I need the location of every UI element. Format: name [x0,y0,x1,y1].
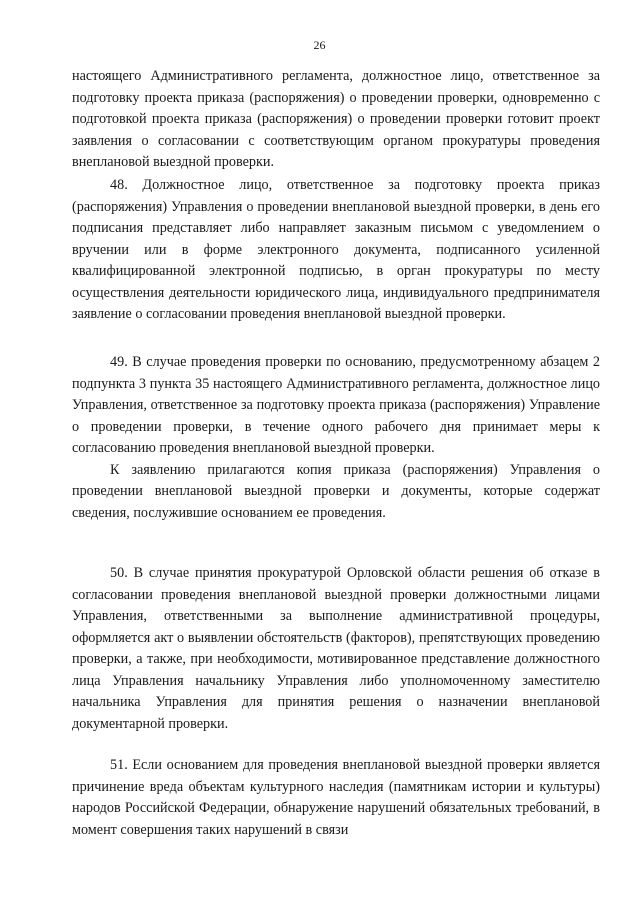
paragraph-49 [72,352,600,524]
paragraph-51 [72,755,600,841]
paragraph-continuation [72,66,600,174]
paragraph-50 [72,563,600,735]
paragraph-48 [72,175,600,326]
paragraph: настоящего Административного регламента, должностное лицо, ответственное за подготовку проекта приказа (распоряжения) о проведении проверки, одновременно с подготовкой проекта приказа (распоряжения) о проведении проверки готовит проект заявления о согласовании с соответствующим органом прокуратуры проведения внеплановой выездной проверки. [72,68,600,170]
paragraph: 49. В случае проведения проверки по основанию, предусмотренному абзацем 2 подпункта 3 пункта 35 настоящего Административного регламента, должностное лицо Управления, ответственное за подготовку проекта приказа (распоряжения) Управление о проведении проверки, в течение одного рабочего дня принимает меры к согласованию проведения внеплановой выездной проверки. [72,354,600,456]
paragraph: 48. Должностное лицо, ответственное за подготовку проекта приказ (распоряжения) Управления о проведении внеплановой выездной проверки, в день его подписания представляет либо направляет заказным письмом с уведомлением о вручении или в форме электронного документа, подписанного усиленной квалифицированной электронной подписью, в орган прокуратуры по месту осуществления деятельности юридического лица, индивидуального предпринимателя заявление о согласовании проведения внеплановой выездной проверки. [72,177,600,322]
paragraph: К заявлению прилагаются копия приказа (распоряжения) Управления о проведении внеплановой выездной проверки и документы, которые содержат сведения, послужившие основанием ее проведения. [72,461,600,521]
paragraph: 51. Если основанием для проведения внеплановой выездной проверки является причинение вреда объектам культурного наследия (памятникам истории и культуры) народов Российской Федерации, обнаружение нарушений обязательных требований, в момент совершения таких нарушений в связи [72,757,600,838]
paragraph: 50. В случае принятия прокуратурой Орловской области решения об отказе в согласовании проведения внеплановой выездной проверки должностными лицами Управления, ответственными за выполнение административной процедуры, оформляется акт о выявлении обстоятельств (факторов), препятствующих проведению проверки, а также, при необходимости, мотивированное представление должностного лица Управления начальнику Управления либо уполномоченному заместителю начальника Управления для принятия решения о назначении внеплановой документарной проверки. [72,565,600,732]
page-number: 26 [313,38,326,52]
